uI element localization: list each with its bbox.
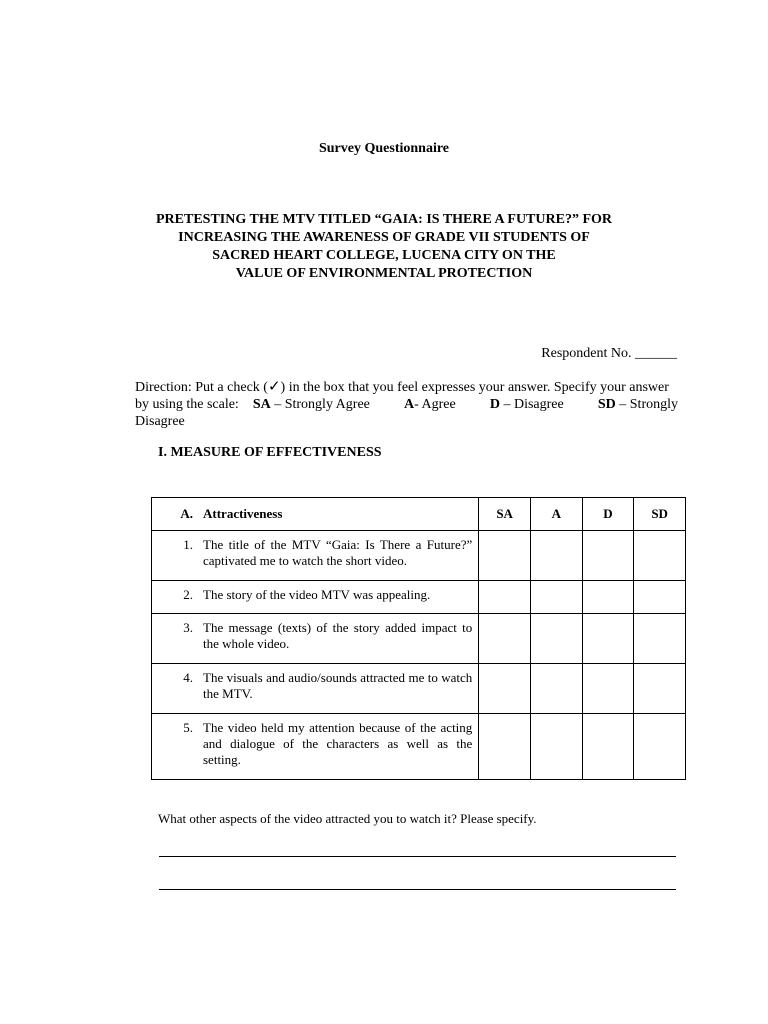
table-row [152,531,686,581]
question-number: 5. [183,720,193,735]
scale-prefix: by using the scale: SA – Strongly Agree [135,397,370,412]
checkbox-cell-d[interactable] [582,581,634,614]
checkbox-cell-a[interactable] [531,664,583,714]
column-header-sa: SA [479,498,531,531]
checkbox-cell-sa[interactable] [479,714,531,780]
question-text: The story of the video MTV was appealing. [203,587,431,602]
study-title-line: PRETESTING THE MTV TITLED “GAIA: IS THERE A FUTURE?” FOR [155,212,613,227]
scale-code-a: A [404,397,415,412]
checkbox-cell-sd[interactable] [634,531,686,581]
question-number: 1. [183,537,193,552]
direction-text-before: Direction: Put a check ( [135,380,268,395]
checkbox-cell-a[interactable] [531,614,583,664]
column-header-a: A [531,498,583,531]
checkbox-cell-sd[interactable] [634,581,686,614]
category-label: Attractiveness [203,506,283,521]
study-title-line: VALUE OF ENVIRONMENTAL PROTECTION [235,266,533,281]
respondent-number-field[interactable]: Respondent No. ______ [541,346,677,361]
scale-item-d [490,396,564,413]
study-title-line: INCREASING THE AWARENESS OF GRADE VII STUDENTS OF [178,230,590,245]
scale-line [135,396,678,413]
question-cell [152,714,479,780]
question-text: The video held my attention because of the acting and dialogue of the characters as well as the setting. [203,720,473,767]
question-text: The visuals and audio/sounds attracted me to watch the MTV. [203,670,473,701]
scale-item-a [404,396,456,413]
category-letter: A. [180,506,193,521]
document-title: Survey Questionnaire [318,141,450,156]
scale-code-d: D [489,397,500,412]
checkbox-cell-a[interactable] [531,531,583,581]
table-row [152,614,686,664]
scale-meaning-d: – Disagree [503,397,564,412]
question-number: 2. [183,587,193,602]
checkbox-cell-sa[interactable] [479,614,531,664]
direction-text-after: ) in the box that you feel expresses your answer. Specify your answer [280,380,669,395]
question-cell [152,531,479,581]
scale-code-sd: SD [597,397,616,412]
checkbox-cell-d[interactable] [582,664,634,714]
study-title-line: SACRED HEART COLLEGE, LUCENA CITY ON THE [212,248,556,263]
table-row [152,664,686,714]
question-text: The message (texts) of the story added impact to the whole video. [203,620,473,651]
category-header [152,498,479,531]
checkbox-cell-d[interactable] [582,714,634,780]
question-cell [152,664,479,714]
question-number: 3. [183,620,193,635]
table-row [152,714,686,780]
study-title [0,211,768,283]
answer-line-1[interactable] [159,856,676,857]
section-heading: I. MEASURE OF EFFECTIVENESS [158,445,382,460]
question-cell [152,581,479,614]
question-cell [152,614,479,664]
check-mark-icon: ✓ [267,377,281,395]
direction-overflow: Disagree [135,414,185,429]
checkbox-cell-d[interactable] [582,614,634,664]
checkbox-cell-sd[interactable] [634,714,686,780]
checkbox-cell-d[interactable] [582,531,634,581]
table-row [152,581,686,614]
scale-meaning-sd: – Strongly [619,397,678,412]
scale-meaning-sa: – Strongly Agree [274,397,370,412]
followup-question: What other aspects of the video attracted you to watch it? Please specify. [158,811,537,826]
scale-code-sa: SA [252,397,271,412]
answer-line-2[interactable] [159,889,676,890]
checkbox-cell-a[interactable] [531,714,583,780]
question-number: 4. [183,670,193,685]
scale-item-sd [598,396,678,413]
survey-table [151,497,686,780]
question-text: The title of the MTV “Gaia: Is There a Future?” captivated me to watch the short video. [203,537,473,568]
direction-text [135,379,678,430]
checkbox-cell-sd[interactable] [634,614,686,664]
column-header-sd: SD [634,498,686,531]
table-header-row [152,498,686,531]
scale-meaning-a: - Agree [414,397,456,412]
direction-line-1 [135,379,678,396]
checkbox-cell-sa[interactable] [479,581,531,614]
checkbox-cell-sd[interactable] [634,664,686,714]
checkbox-cell-a[interactable] [531,581,583,614]
checkbox-cell-sa[interactable] [479,531,531,581]
checkbox-cell-sa[interactable] [479,664,531,714]
column-header-d: D [582,498,634,531]
